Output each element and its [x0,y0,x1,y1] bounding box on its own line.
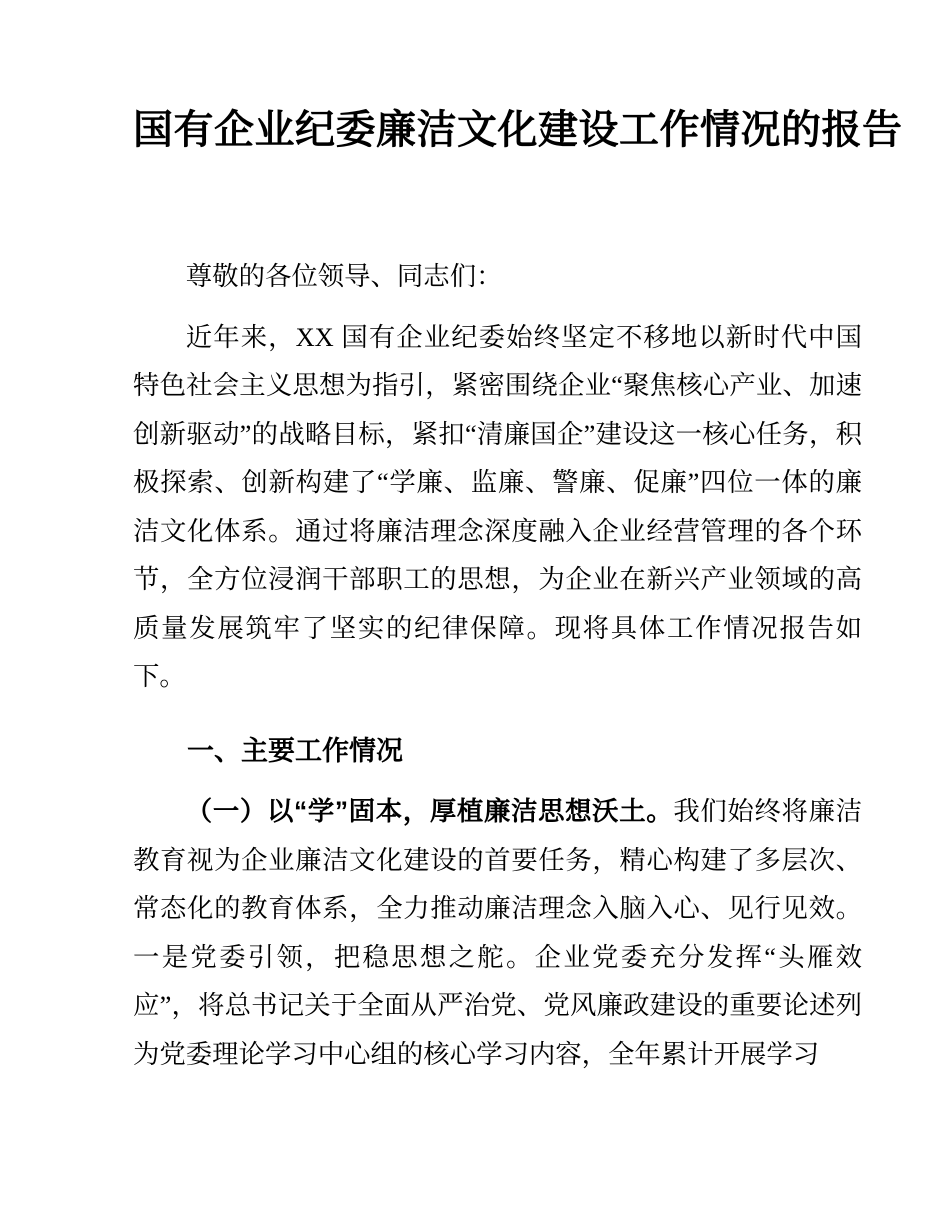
subsection-lead: （一）以“学”固本，厚植廉洁思想沃土。 [185,796,674,826]
document-title: 国有企业纪委廉洁文化建设工作情况的报告 [133,107,903,152]
subsection-paragraph [133,787,862,1078]
intro-paragraph: 近年来，XX 国有企业纪委始终坚定不移地以新时代中国特色社会主义思想为指引，紧密围绕企业“聚焦核心产业、加速创新驱动”的战略目标，紧扣“清廉国企”建设这一核心任务，积极探索、创新构建了“学廉、监廉、警廉、促廉”四位一体的廉洁文化体系。通过将廉洁理念深度融入企业经营管理的各个环节，全方位浸润干部职工的思想，为企业在新兴产业领域的高质量发展筑牢了坚实的纪律保障。现将具体工作情况报告如下。 [133,321,862,691]
section-heading-main-work: 一、主要工作情况 [187,735,403,766]
salutation-paragraph: 尊敬的各位领导、同志们： [185,261,503,291]
subsection-body-text: 我们始终将廉洁教育视为企业廉洁文化建设的首要任务，精心构建了多层次、常态化的教育体系，全力推动廉洁理念入脑入心、见行见效。一是党委引领，把稳思想之舵。企业党委充分发挥“头雁效应”，将总书记关于全面从严治党、党风廉政建设的重要论述列为党委理论学习中心组的核心学习内容，全年累计开展学习 [133,796,863,1069]
